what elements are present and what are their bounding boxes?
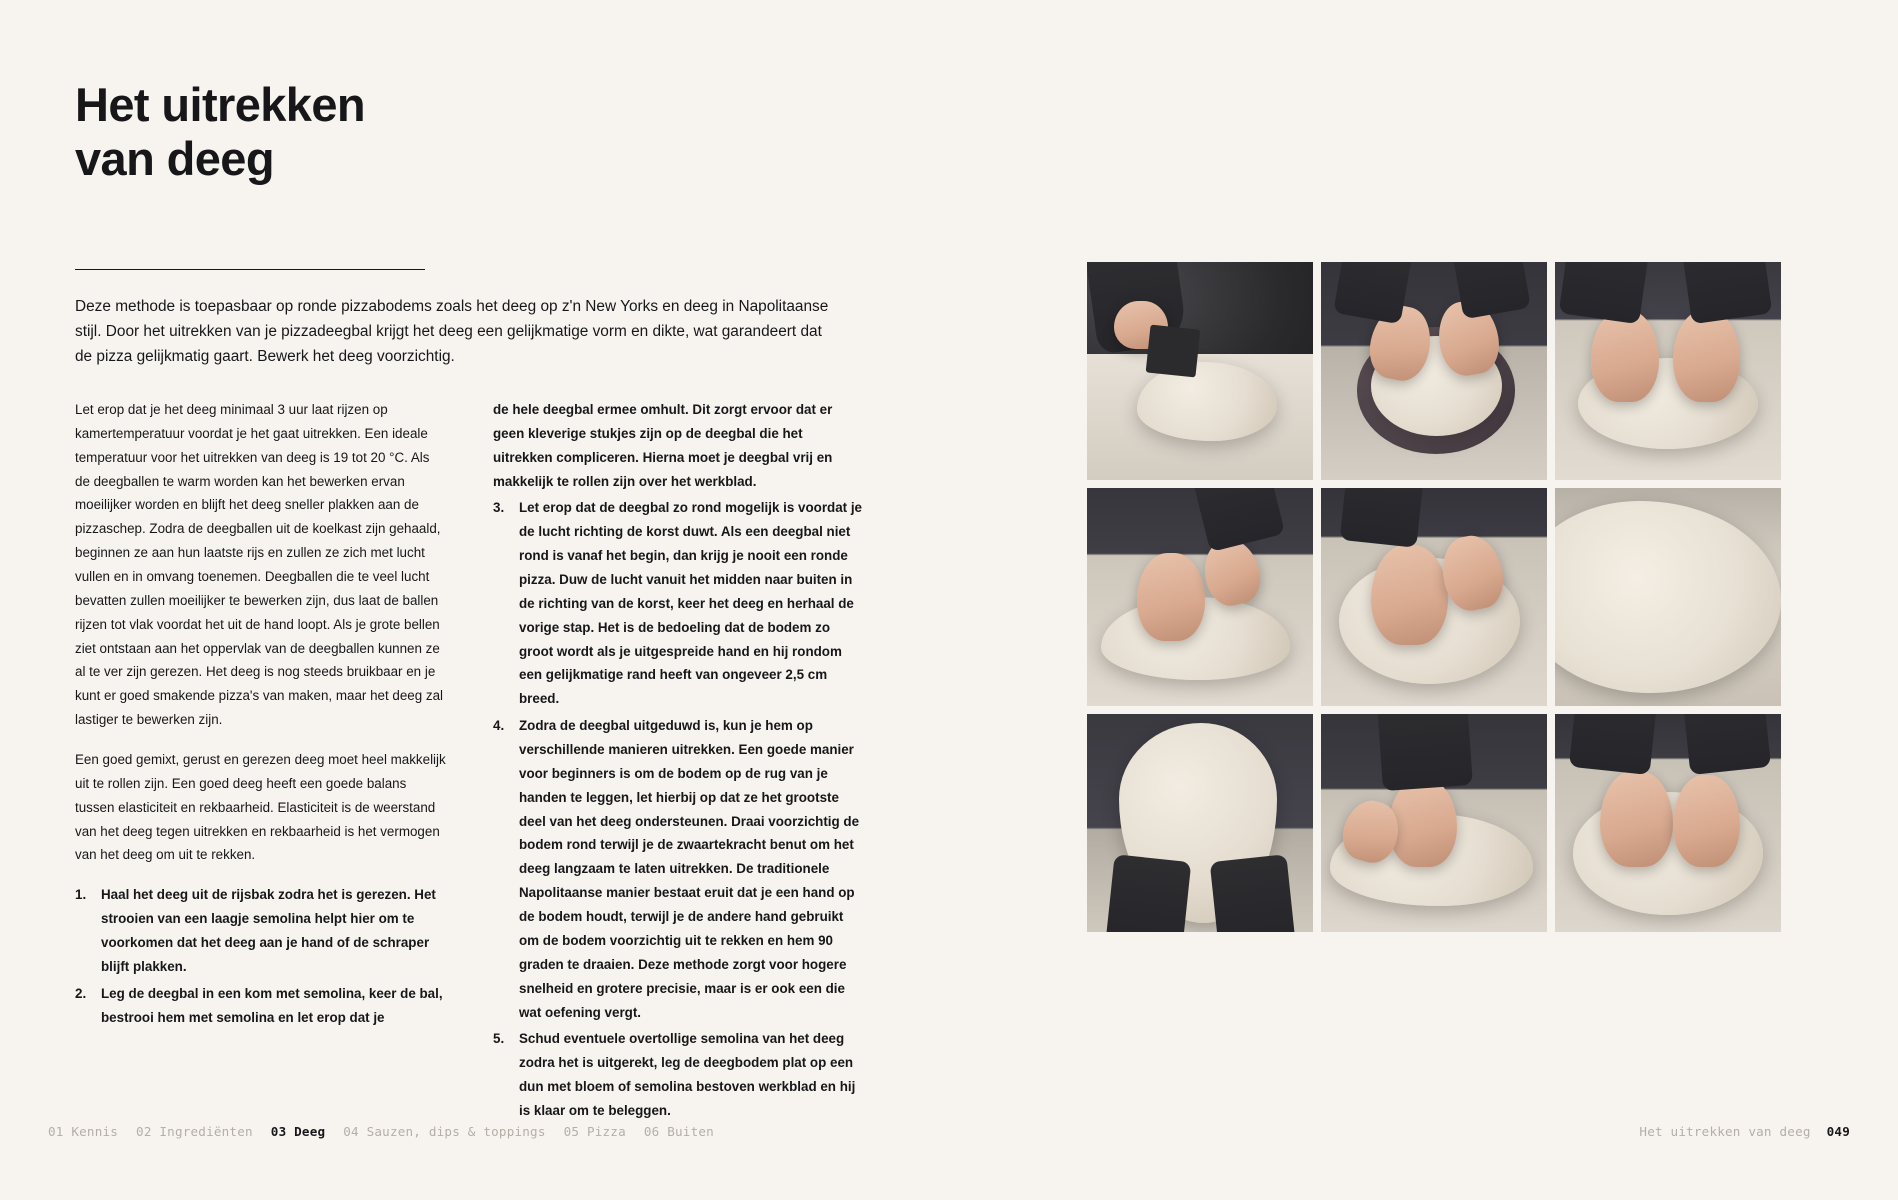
photo-hands-shaping-round-dough-base — [1321, 488, 1547, 706]
step-number: 1. — [75, 887, 87, 903]
footer-section-info — [1639, 1124, 1850, 1139]
step-text: Leg de deegbal in een kom met semolina, keer de bal, bestrooi hem met semolina en let erop dat je — [101, 985, 443, 1025]
footer-section-title: Het uitrekken van deeg — [1639, 1124, 1811, 1139]
body-column-left — [75, 398, 447, 1126]
footer-chapter-02[interactable]: 02 Ingrediënten — [136, 1124, 253, 1139]
page-title-line-2: van deeg — [75, 131, 274, 185]
page-footer — [0, 1124, 1898, 1144]
photo-grid — [1087, 262, 1781, 932]
list-item — [493, 714, 865, 1024]
list-item — [493, 496, 865, 711]
footer-chapter-05[interactable]: 05 Pizza — [563, 1124, 626, 1139]
step-text: Zodra de deegbal uitgeduwd is, kun je hem op verschillende manieren uitrekken. Een goede manier voor beginners is om de bodem op de rug van je handen te leggen, let hierbij op dat ze het grootste deel van het deeg ondersteunen. Draai voorzichtig de bodem rond terwijl je de zwaartekracht benut om het deeg langzaam te laten uitrekken. De traditionele Napolitaanse manier bestaat eruit dat je een hand op de bodem houdt, terwijl je de andere hand gebruikt om de bodem voorzichtig uit te rekken en hem 90 graden te draaien. Deze methode zorgt voor hogere snelheid en grotere precisie, maar is er ook een die wat oefening vergt. — [519, 718, 860, 1020]
steps-list-right — [493, 496, 865, 1122]
page-title-line-1: Het uitrekken — [75, 78, 365, 131]
step-continuation-text: de hele deegbal ermee omhult. Dit zorgt ervoor dat er geen kleverige stukjes zijn op de deegbal die het uitrekken compliceren. Hierna moet je deegbal vrij en makkelijk te rollen zijn over het werkblad. — [493, 402, 833, 489]
list-item — [75, 883, 447, 978]
photo-hands-stretching-dough-on-counter — [1321, 714, 1547, 932]
paragraph-1: Let erop dat je het deeg minimaal 3 uur laat rijzen op kamertemperatuur voordat je het gaat uitrekken. Een ideale temperatuur voor het uitrekken van deeg is 19 tot 20 °C. Als de deegballen te warm worden kan het bewerken ervan moeilijker worden en blijft het deeg sneller plakken aan de pizzaschep. Zodra de deegballen uit de koelkast zijn gehaald, beginnen ze aan hun laatste rijs en zullen ze zich met lucht vullen en in omvang toenemen. Deegballen die te veel lucht bevatten zullen moeilijker te bewerken zijn, dus laat de ballen rijzen tot vlak voordat het uit de hand loopt. Als je grote bellen ziet ontstaan aan het oppervlak van de deegballen kunnen ze al te ver zijn gerezen. Het deeg is nog steeds bruikbaar en je kunt er goed smakende pizza's van maken, maar het deeg zal lastiger te bewerken zijn. — [75, 402, 444, 728]
body-column-right — [493, 398, 865, 1126]
step-number: 5. — [493, 1031, 505, 1047]
footer-chapter-03[interactable]: 03 Deeg — [270, 1124, 326, 1139]
photo-stretched-dough-close-up — [1555, 488, 1781, 706]
steps-list-left — [75, 883, 447, 1029]
step-text: Let erop dat de deegbal zo rond mogelijk is voordat je de lucht richting de korst duwt. Als een deegbal niet rond is vanaf het begin, dan krijg je nooit een ronde pizza. Duw de lucht vanuit het midden naar buiten in de richting van de korst, keer het deeg en herhaal de vorige stap. Het is de bedoeling dat de bodem zo groot wordt als je uitgespreide hand en hij rondom een gelijkmatige rand heeft van ongeveer 2,5 cm breed. — [519, 500, 863, 707]
footer-chapter-01[interactable]: 01 Kennis — [48, 1124, 119, 1139]
photo-hands-rotating-dough-base — [1555, 714, 1781, 932]
photo-hands-pressing-dough-flat — [1555, 262, 1781, 480]
photo-dough-draped-over-hands — [1087, 714, 1313, 932]
footer-chapter-04[interactable]: 04 Sauzen, dips & toppings — [343, 1124, 546, 1139]
title-divider — [75, 269, 425, 270]
photo-hands-pressing-dough-outward — [1087, 488, 1313, 706]
intro-paragraph: Deze methode is toepasbaar op ronde pizzabodems zoals het deeg op z'n New Yorks en deeg in Napolitaanse stijl. Door het uitrekken van je pizzadeegbal krijgt het deeg een gelijkmatige vorm en dikte, wat garandeert dat de pizza gelijkmatig gaart. Bewerk het deeg voorzichtig. — [75, 298, 829, 366]
step-text: Haal het deeg uit de rijsbak zodra het is gerezen. Het strooien van een laagje semolina helpt hier om te voorkomen dat het deeg aan je hand of de schraper blijft plakken. — [101, 887, 436, 974]
list-item — [75, 982, 447, 1030]
photo-hands-coating-dough-in-semolina-bowl — [1321, 262, 1547, 480]
footer-page-number: 049 — [1826, 1124, 1850, 1139]
step-number: 3. — [493, 500, 505, 516]
step-text: Schud eventuele overtollige semolina van het deeg zodra het is uitgerekt, leg de deegbodem plat op een dun met bloem of semolina bestoven werkblad en hij is klaar om te beleggen. — [519, 1031, 856, 1118]
photo-dough-scraper-lifting-dough — [1087, 262, 1313, 480]
page-title — [75, 78, 555, 185]
two-column-body — [75, 398, 865, 1126]
article-content — [75, 78, 905, 1126]
paragraph-2: Een goed gemixt, gerust en gerezen deeg moet heel makkelijk uit te rollen zijn. Een goed deeg heeft een goede balans tussen elasticiteit en rekbaarheid. Elasticiteit is de weerstand van het deeg tegen uitrekken en rekbaarheid is het vermogen van het deeg om uit te rekken. — [75, 752, 446, 863]
step-number: 2. — [75, 985, 87, 1001]
footer-chapter-06[interactable]: 06 Buiten — [643, 1124, 714, 1139]
footer-chapter-nav — [48, 1124, 714, 1139]
list-item — [493, 1027, 865, 1122]
step-number: 4. — [493, 718, 505, 734]
